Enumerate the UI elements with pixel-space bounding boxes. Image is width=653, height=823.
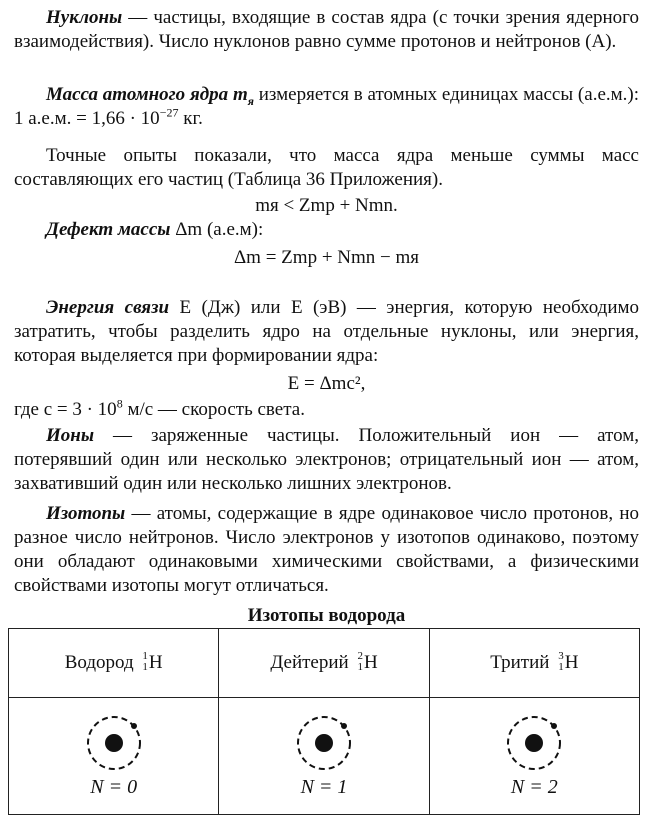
- isotope-name: Водород: [64, 652, 134, 673]
- atomic-number: 1: [558, 660, 564, 673]
- formula-mass-defect: Δm = Zmp + Nmn − mя: [233, 247, 420, 268]
- table-title: Изотопы водорода: [247, 605, 406, 626]
- electron: [341, 723, 347, 729]
- mass-number: 2: [357, 649, 363, 662]
- nucleus: [525, 734, 543, 752]
- binding-term: Энергия связи: [46, 297, 170, 318]
- header-cell-hydrogen: [9, 629, 219, 698]
- diagram-cell-deuterium: [219, 698, 429, 815]
- hydrogen-atom-diagram: [84, 713, 144, 773]
- electron: [131, 723, 137, 729]
- mass-unit: кг.: [178, 108, 203, 129]
- diagram-cell-hydrogen: [9, 698, 219, 815]
- mass-term-sub: я: [247, 93, 254, 108]
- mass-number: 1: [142, 649, 148, 662]
- speed-pre: где c = 3 · 10: [14, 399, 117, 420]
- formula-mass-inequality: mя < Zmp + Nmn.: [255, 195, 398, 216]
- isotope-symbol: [558, 651, 578, 675]
- diagram-cell-tritium: [429, 698, 639, 815]
- nucleons-term: Нуклоны: [46, 7, 123, 28]
- neutron-count-label: N = 2: [510, 776, 558, 798]
- deuterium-atom-diagram: [294, 713, 354, 773]
- ions-paragraph: [14, 424, 639, 496]
- nucleus: [315, 734, 333, 752]
- speed-post: м/с — скорость света.: [122, 399, 305, 420]
- tritium-atom-diagram: [504, 713, 564, 773]
- mass-exponent: −27: [159, 105, 179, 120]
- isotopes-paragraph: [14, 502, 639, 598]
- binding-paragraph: [14, 296, 639, 368]
- hydrogen-isotopes-table: [8, 628, 640, 815]
- defect-text: Δm (а.е.м):: [170, 219, 264, 240]
- mass-term: Масса атомного ядра m: [46, 84, 248, 105]
- ions-text: — заряженные частицы. Положительный ион — атом, потерявший один или несколько электронов; отрицательный ион — атом, захвативший один или несколько лишних электронов.: [14, 425, 639, 494]
- element-symbol: H: [363, 652, 378, 673]
- experiments-paragraph: Точные опыты показали, что масса ядра меньше суммы масс составляющих его частиц (Таблица 36 Приложения).: [14, 145, 639, 190]
- isotopes-text: — атомы, содержащие в ядре одинаковое число протонов, но разное число нейтронов. Число электронов у изотопов одинаково, поэтому они обладают одинаковыми химическими свойствами, а физическими свойствами изотопы могут отличаться.: [14, 503, 639, 596]
- atomic-number: 1: [142, 660, 148, 673]
- header-cell-tritium: [429, 629, 639, 698]
- electron: [551, 723, 557, 729]
- neutron-count-label: N = 1: [300, 776, 348, 798]
- element-symbol: H: [564, 652, 579, 673]
- ions-term: Ионы: [46, 425, 95, 446]
- defect-paragraph: [14, 218, 639, 242]
- header-cell-deuterium: [219, 629, 429, 698]
- speed-of-light-line: [14, 398, 639, 422]
- isotope-symbol: [142, 651, 162, 675]
- speed-exponent: 8: [116, 396, 123, 411]
- table-header-row: [9, 629, 640, 698]
- isotope-name: Дейтерий: [270, 652, 349, 673]
- neutron-count-label: N = 0: [90, 776, 138, 798]
- atomic-number: 1: [357, 660, 363, 673]
- nucleons-text: — частицы, входящие в состав ядра (с точки зрения ядерного взаимодействия). Число нуклонов равно сумме протонов и нейтронов (A).: [14, 7, 639, 52]
- nucleus: [105, 734, 123, 752]
- nucleons-paragraph: [14, 6, 639, 54]
- mass-number: 3: [558, 649, 564, 662]
- element-symbol: H: [148, 652, 163, 673]
- table-diagram-row: [9, 698, 640, 815]
- mass-text: измеряется в атомных единицах массы (а.е.м.): 1 а.е.м. = 1,66 · 10: [14, 84, 640, 129]
- mass-paragraph: [14, 83, 639, 131]
- isotope-symbol: [357, 651, 377, 675]
- isotopes-term: Изотопы: [46, 503, 126, 524]
- formula-binding-energy: E = Δmc²,: [287, 373, 366, 394]
- binding-text: E (Дж) или E (эВ) — энергия, которую необходимо затратить, чтобы разделить ядро на отдельные нуклоны, или энергия, которая выделяется при формировании ядра:: [14, 297, 640, 366]
- defect-term: Дефект массы: [46, 219, 171, 240]
- isotope-name: Тритий: [490, 652, 550, 673]
